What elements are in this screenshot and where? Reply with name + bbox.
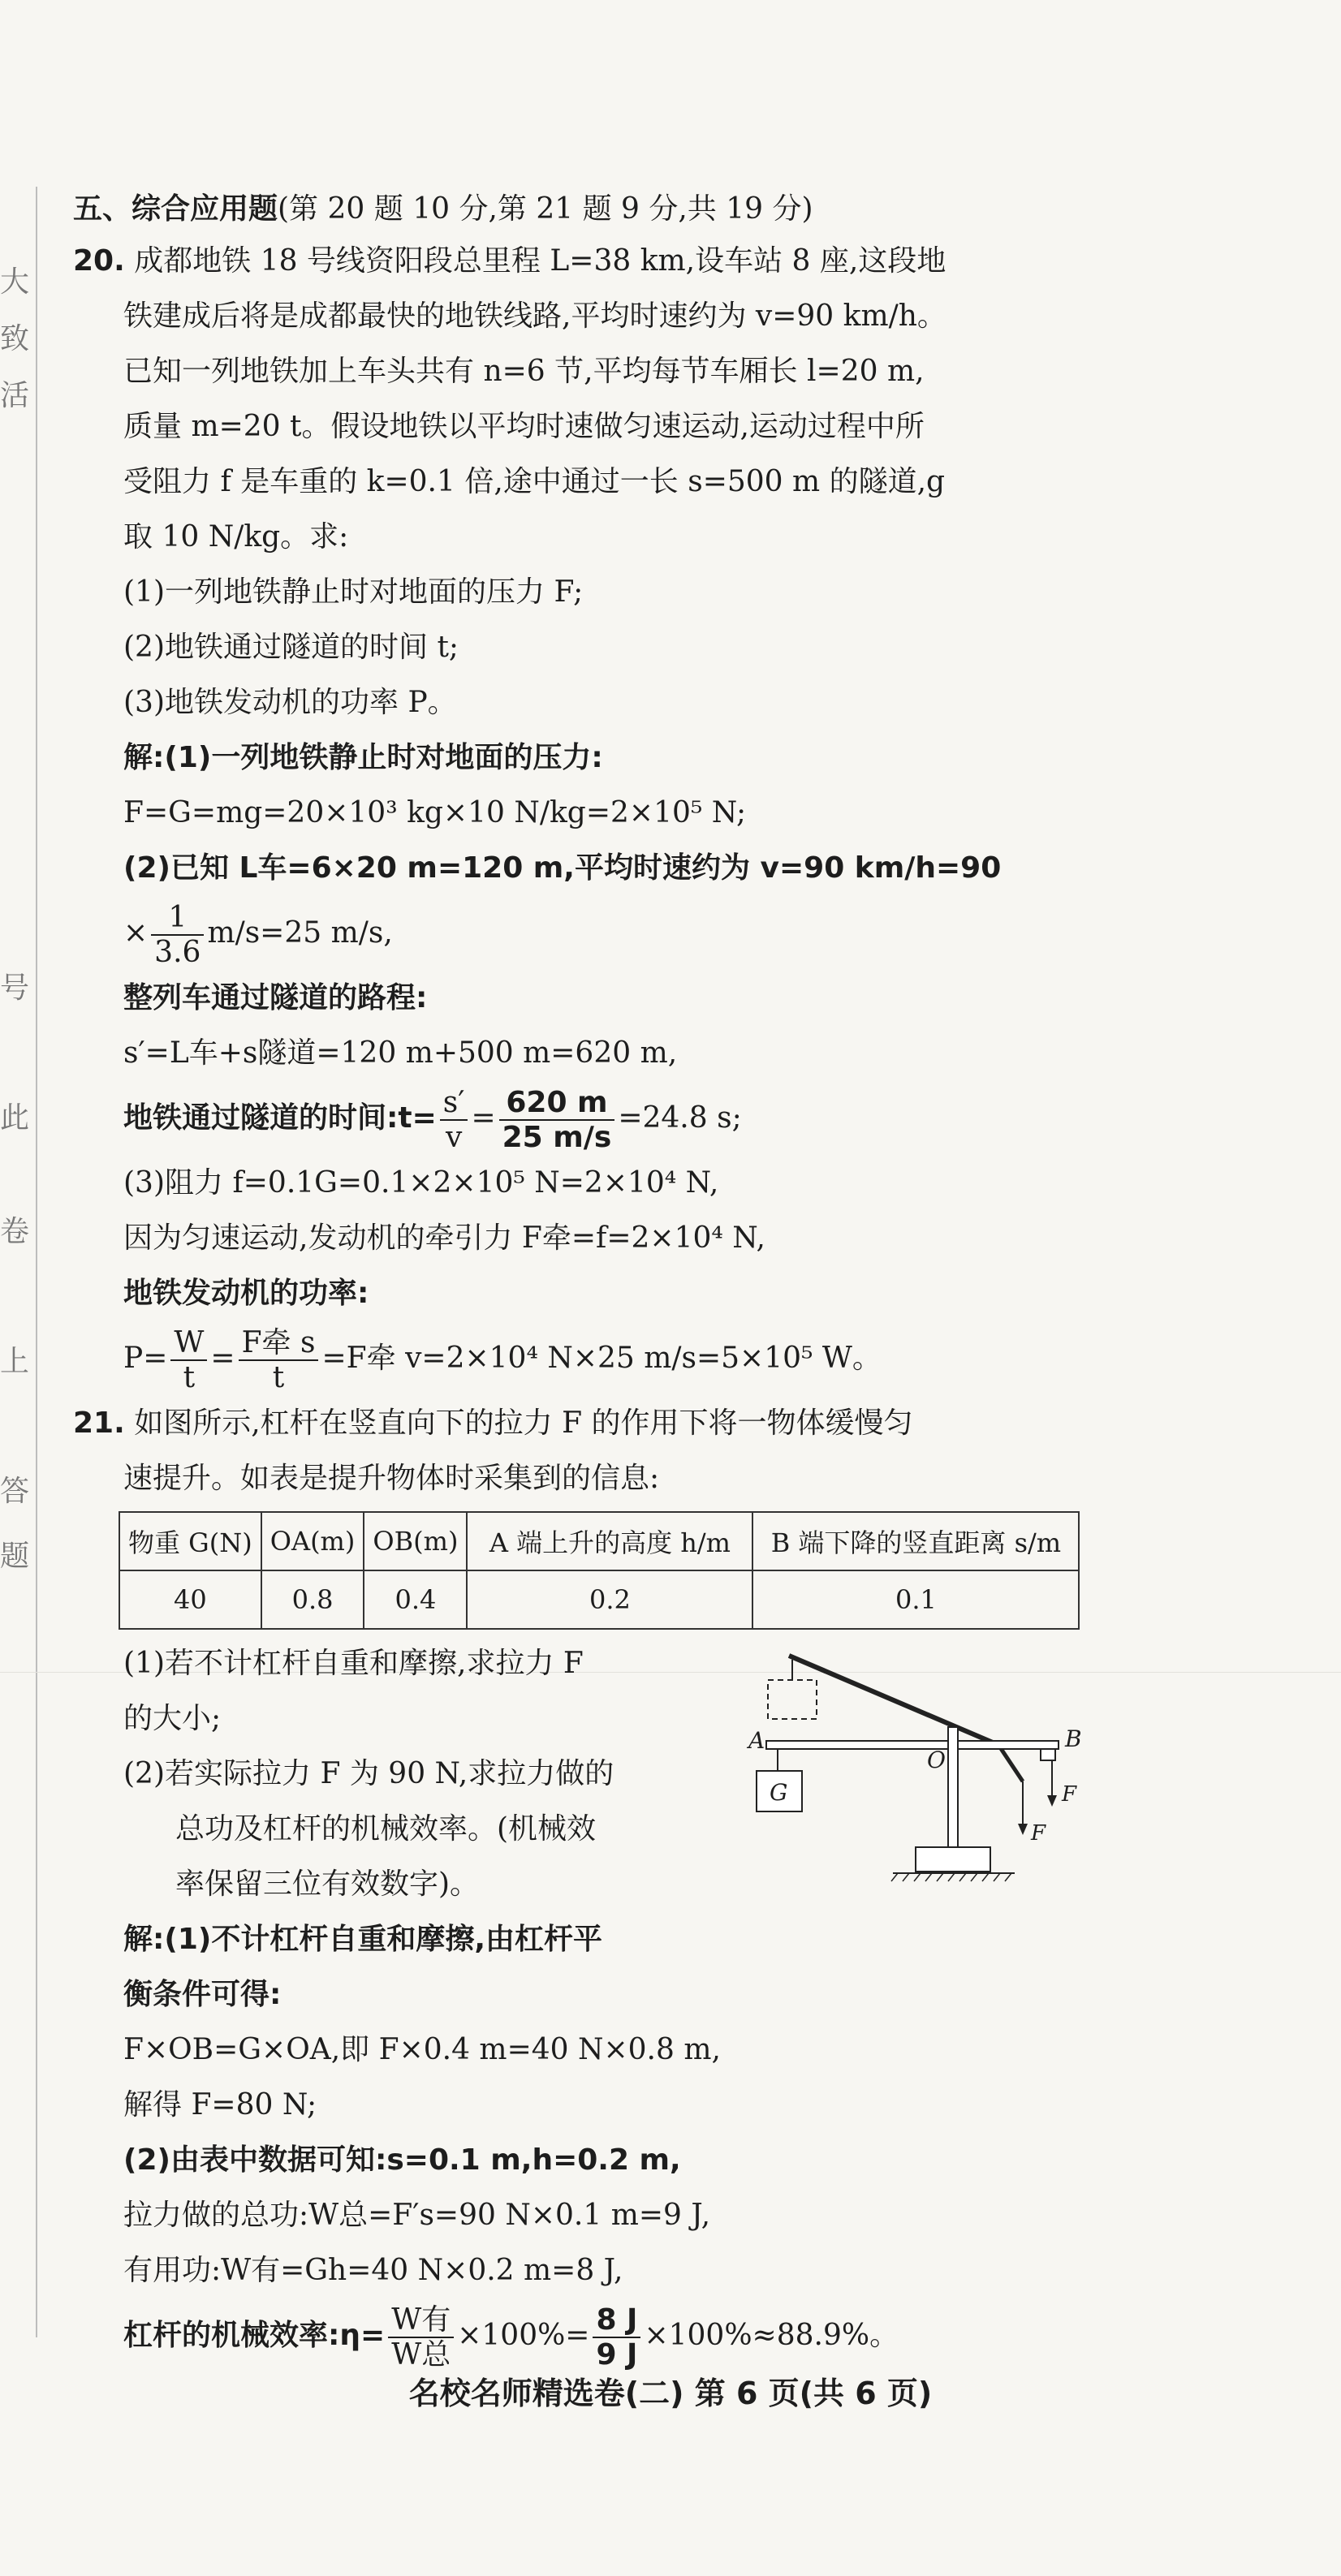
solution-line: (3)阻力 f=0.1G=0.1×2×10⁵ N=2×10⁴ N, — [123, 1166, 719, 1200]
table-cell: 0.4 — [364, 1570, 467, 1629]
question-stem-line: 速提升。如表是提升物体时采集到的信息: — [123, 1462, 660, 1495]
solution-line: F=G=mg=20×10³ kg×10 N/kg=2×10⁵ N; — [123, 796, 747, 829]
fraction: $\frac{\text{F牵 s}}{t}$ — [239, 1326, 319, 1395]
section-title: 五、综合应用题 — [73, 192, 278, 226]
table-header-row — [119, 1512, 1079, 1570]
question-stem-line: 受阻力 f 是车重的 k=0.1 倍,途中通过一长 s=500 m 的隧道,g — [123, 465, 946, 498]
arrow-head-icon — [1018, 1824, 1028, 1835]
table-cell: 40 — [119, 1570, 261, 1629]
question-stem-line: 取 10 N/kg。求: — [123, 520, 349, 554]
question-part: 总功及杠杆的机械效率。(机械效 — [175, 1812, 597, 1846]
raised-lever-end — [998, 1745, 1023, 1781]
section-note: (第 20 题 10 分,第 21 题 9 分,共 19 分) — [278, 192, 813, 226]
question-20 — [73, 234, 1112, 1396]
table-cell: 0.1 — [752, 1570, 1079, 1629]
solution-line: 因为匀速运动,发动机的牵引力 F牵=f=2×10⁴ N, — [123, 1221, 765, 1255]
label-f-upper: F — [1062, 1782, 1077, 1807]
fraction: $\frac{620 m}{25 m/s}$ — [499, 1086, 615, 1155]
solution-line: 拉力做的总功:W总=F′s=90 N×0.1 m=9 J, — [123, 2199, 711, 2232]
lever-bar — [766, 1741, 1059, 1749]
margin-rule — [36, 187, 37, 2337]
solution-line: (2)已知 L车=6×20 m=120 m,平均时速约为 v=90 km/h=90 — [123, 851, 1002, 885]
table-header: A 端上升的高度 h/m — [467, 1512, 752, 1570]
arrow-head-icon — [1047, 1795, 1057, 1807]
fraction: $\frac{W}{t}$ — [170, 1326, 207, 1395]
solution-line: s′=L车+s隧道=120 m+500 m=620 m, — [123, 1036, 678, 1070]
data-table — [119, 1511, 1080, 1630]
question-part: (1)一列地铁静止时对地面的压力 F; — [123, 575, 584, 609]
raised-lever — [789, 1656, 998, 1745]
table-cell: 0.8 — [261, 1570, 364, 1629]
solution-line: 地铁通过隧道的时间:t= $\frac{s'}{v}$ = $\frac{620 m}{25 m/s}$ =24.8 s; — [123, 1085, 742, 1154]
fraction: $\frac{8 J}{9 J}$ — [593, 2303, 640, 2372]
pivot-base — [916, 1847, 990, 1872]
question-stem-line: 已知一列地铁加上车头共有 n=6 节,平均每节车厢长 l=20 m, — [123, 355, 925, 388]
table-cell: 0.2 — [467, 1570, 752, 1629]
solution-line: 解:(1)一列地铁静止时对地面的压力: — [123, 741, 603, 774]
question-part: (3)地铁发动机的功率 P。 — [123, 686, 457, 719]
section-header — [73, 185, 1112, 234]
ground-hatch — [891, 1873, 1011, 1881]
question-number: 21. — [73, 1406, 125, 1440]
solution-line: 杠杆的机械效率:η= $\frac{\text{W有}}{\text{W总}}$ ×100%= $\frac{8 J}{9 J}$ ×100%≈88.9%。 — [123, 2302, 899, 2371]
question-part: 率保留三位有效数字)。 — [175, 1867, 480, 1901]
lever-figure — [748, 1623, 1104, 1891]
solution-line: 衡条件可得: — [123, 1978, 282, 2011]
label-b: B — [1065, 1725, 1082, 1752]
solution-20 — [73, 730, 1112, 1396]
question-stem-line: 铁建成后将是成都最快的地铁线路,平均时速约为 v=90 km/h。 — [123, 299, 946, 333]
solution-line: 解:(1)不计杠杆自重和摩擦,由杠杆平 — [123, 1923, 603, 1956]
question-stem-line: 成都地铁 18 号线资阳段总里程 L=38 km,设车站 8 座,这段地 — [134, 244, 946, 278]
solution-line: P= $\frac{W}{t}$ = $\frac{\text{F牵 s}}{t}$ =F牵 v=2×10⁴ N×25 m/s=5×10⁵ W。 — [123, 1325, 882, 1394]
solution-line: 整列车通过隧道的路程: — [123, 981, 428, 1014]
solution-line: (2)由表中数据可知:s=0.1 m,h=0.2 m, — [123, 2143, 681, 2177]
solution-line: 有用功:W有=Gh=40 N×0.2 m=8 J, — [123, 2254, 623, 2287]
question-number: 20. — [73, 244, 125, 278]
solution-line: × $\frac{1}{3.6}$ m/s=25 m/s, — [123, 900, 393, 969]
exam-content — [73, 185, 1112, 2373]
table-header: OA(m) — [261, 1512, 364, 1570]
fraction: $\frac{1}{3.6}$ — [151, 901, 204, 970]
page-footer: 名校名师精选卷(二) 第 6 页(共 6 页) — [408, 2376, 933, 2411]
table-header: OB(m) — [364, 1512, 467, 1570]
label-f-lower: F — [1031, 1821, 1046, 1846]
solution-21 — [73, 1912, 1112, 2373]
table-row — [119, 1570, 1079, 1629]
table-header: B 端下降的竖直距离 s/m — [752, 1512, 1079, 1570]
question-stem-line: 质量 m=20 t。假设地铁以平均时速做匀速运动,运动过程中所 — [123, 410, 925, 443]
raised-load-outline — [768, 1680, 817, 1719]
question-stem-line: 如图所示,杠杆在竖直向下的拉力 F 的作用下将一物体缓慢匀 — [134, 1406, 913, 1440]
label-a: A — [748, 1727, 765, 1754]
question-part: 的大小; — [123, 1702, 222, 1735]
fraction: $\frac{s'}{v}$ — [440, 1086, 468, 1155]
table-header: 物重 G(N) — [119, 1512, 261, 1570]
question-part: (2)地铁通过隧道的时间 t; — [123, 631, 459, 664]
question-part: (1)若不计杠杆自重和摩擦,求拉力 F — [123, 1647, 584, 1680]
label-g: G — [770, 1779, 788, 1806]
solution-line: 地铁发动机的功率: — [123, 1277, 369, 1310]
b-end-bracket — [1041, 1749, 1055, 1760]
solution-line: 解得 F=80 N; — [123, 2088, 317, 2122]
label-o: O — [927, 1747, 946, 1773]
solution-line: F×OB=G×OA,即 F×0.4 m=40 N×0.8 m, — [123, 2033, 721, 2066]
fraction: $\frac{\text{W有}}{\text{W总}}$ — [388, 2303, 454, 2372]
question-part: (2)若实际拉力 F 为 90 N,求拉力做的 — [123, 1757, 614, 1790]
